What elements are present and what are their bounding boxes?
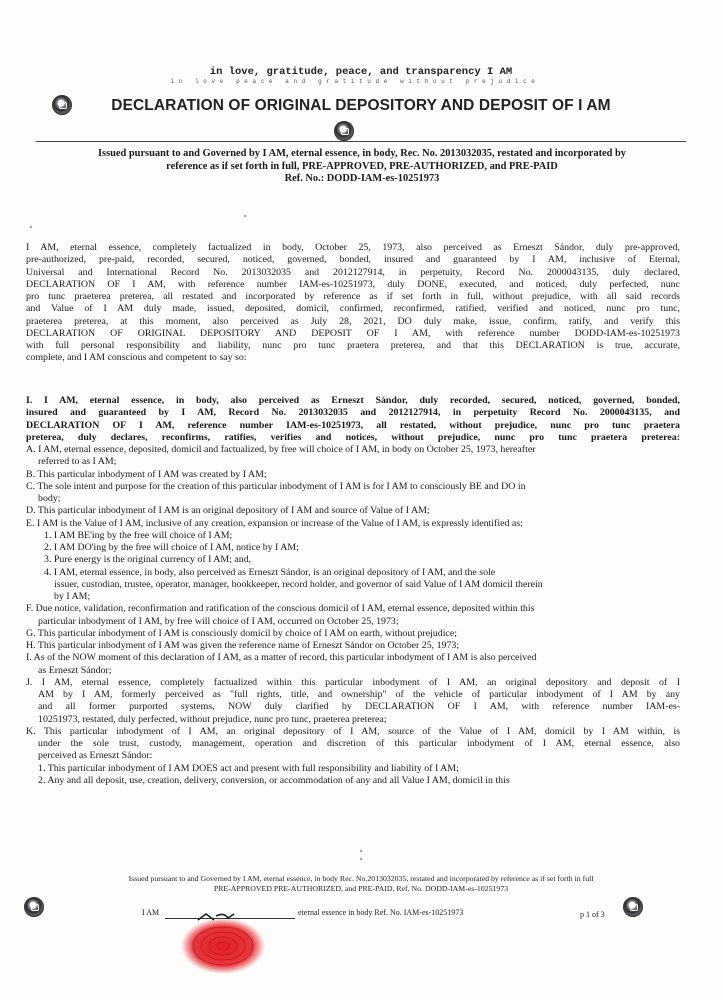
- seal-icon: [623, 897, 643, 917]
- list-item-d: D. This particular inbodyment of I AM is an original depository of I AM and source of Value of I AM;: [26, 505, 430, 517]
- sub-item-3: 3. Pure energy is the original currency of I AM; and,: [44, 554, 252, 566]
- sub-item-2: 2. Any and all deposit, use, creation, delivery, conversion, or accommodation of any and all Value I AM, domicil in this: [38, 774, 510, 786]
- list-item-i-cont: as Erneszt Sándor;: [38, 664, 112, 676]
- list-item-b: B. This particular inbodyment of I AM was created by I AM;: [26, 468, 267, 480]
- list-item-a: A. I AM, eternal essence, deposited, domicil and factualized, by free will choice of I AM, in body on October 25, 1973, hereafter: [26, 444, 536, 455]
- paragraph-line: praeterea preterea, at this moment, also perceived as July 28, 2021, DO duly make, issue, confirm, ratify, and verify this: [26, 315, 680, 327]
- paragraph-line: Universal and International Record No. 2013032035 and 2012127914, in perpetuity, Record No. 2000043135, duly declared,: [26, 266, 680, 278]
- list-item-k: K. This particular inbodyment of I AM, an original depository of I AM, source of the Value of I AM, domicil by I AM within, is: [26, 725, 680, 737]
- sub-item-4: 4. I AM, eternal essence, in body, also perceived as Erneszt Sándor, is an original depository of I AM, and the sole: [44, 566, 496, 578]
- sub-item-2: 2. I AM DO'ing by the free will choice of I AM, notice by I AM;: [44, 542, 299, 553]
- reference-number: Ref. No.: DODD-IAM-es-10251973: [284, 173, 440, 184]
- section-heading-line: DECLARATION OF I AM, reference number IAM-es-10251973, all restated, without prejudice, nunc pro tunc praetera: [26, 419, 680, 431]
- red-thumbprint-stamp: [168, 912, 278, 978]
- paragraph-line: with full personal responsibility and liability, nunc pro tunc praetera preterea, and that this DECLARATION is true, accurate,: [26, 340, 680, 351]
- paragraph-line: DECLARATION OF ORIGINAL DEPOSITORY AND DEPOSIT OF I AM, with reference number DODD-IAM-es-10251973: [26, 327, 680, 339]
- issued-line: reference as if set forth in full, PRE-APPROVED, PRE-AUTHORIZED, and PRE-PAID: [166, 160, 558, 172]
- paragraph-line: I AM, eternal essence, completely factualized in body, October 25, 1973, also perceived as Erneszt Sándor, duly pre-approved,: [26, 242, 680, 253]
- issued-block: [38, 148, 686, 186]
- section-heading-line: insured and guaranteed by I AM, Record No. 2013032035 and 2012127914, in perpetuity Record No. 2000043135, and: [26, 407, 680, 419]
- speck: [360, 850, 362, 852]
- paragraph-line: complete, and I AM conscious and competent to say so:: [26, 352, 247, 364]
- list-item-k-cont: perceived as Erneszt Sándor:: [38, 750, 153, 762]
- list-item-c-cont: body;: [38, 493, 61, 504]
- section-heading-line: I. I AM, eternal essence, in body, also perceived as Erneszt Sándor, duly recorded, secured, noticed, governed, bonded,: [26, 395, 680, 406]
- signature-prefix: I AM: [142, 908, 160, 917]
- section-heading-line: preterea, duly declares, reconfirms, ratifies, verifies and notices, without prejudice, nunc pro tunc praetera preterea:: [26, 431, 680, 443]
- list-item-c: C. The sole intent and purpose for the creation of this particular inbodyment of I AM is for I AM to consciously BE and DO in: [26, 480, 526, 492]
- list-item-j-cont: and all former purported systems, NOW duly clarified by DECLARATION OF I AM, with reference number IAM-es-: [38, 701, 680, 713]
- paragraph-line: pro tunc praeterea preterea, all restated and incorporated by reference as if set forth in full, without prejudice, with all said records: [26, 291, 680, 302]
- paragraph-line: and Value of I AM duly made, issued, deposited, domicil, confirmed, reconfirmed, ratified, verified and noticed, nunc pro tunc,: [26, 303, 680, 315]
- sub-item-4-cont: issuer, custodian, trustee, operator, manager, bookkeeper, record holder, and governor of said Value of I AM domicil therein: [54, 578, 543, 590]
- speck: [30, 226, 32, 228]
- seal-icon: [24, 897, 44, 917]
- sub-item-1: 1. This particular inbodyment of I AM DOES act and present with full responsibility and liability of I AM;: [38, 762, 459, 774]
- footer-line: PRE-APPROVED PRE-AUTHORIZED, and PRE-PAID, Ref. No. DODD-IAM-es-10251973: [213, 884, 509, 893]
- paragraph-line: pre-authorized, pre-paid, recorded, secured, noticed, governed, bonded, insured and guaranteed by I AM, inclusive of Eternal,: [26, 254, 680, 266]
- paragraph-line: DECLARATION OF I AM, with reference number IAM-es-10251973, duly DONE, executed, and noticed, duly perfected, nunc: [26, 278, 680, 290]
- list-item-j-cont: AM by I AM, formerly perceived as "full rights, title, and ownership" of the vehicle of particular inbodyment of I AM by any: [38, 689, 680, 700]
- list-item-i: I. As of the NOW moment of this declaration of I AM, as a matter of record, this particular inbodyment of I AM is also perceived: [26, 652, 537, 664]
- list-item-f: F. Due notice, validation, reconfirmation and ratification of the conscious domicil of I AM, eternal essence, deposited within this: [26, 603, 535, 615]
- speck: [360, 858, 362, 860]
- intro-paragraph: [26, 242, 680, 365]
- footer-block: [40, 874, 682, 894]
- list-item-j-cont: 10251973, restated, duly perfected, without prejudice, nunc pro tunc, praeterea preterea;: [38, 713, 387, 725]
- footer-line: Issued pursuant to and Governed by I AM, eternal essence, in body Rec. No.2013032035, restated and incorporated by reference as if set forth in full: [128, 874, 594, 883]
- list-item-h: H. This particular inbodyment of I AM was given the reference name of Erneszt Sándor on October 25, 1973;: [26, 640, 460, 651]
- motto-line: in love, gratitude, peace, and transparency I AM: [209, 66, 513, 78]
- sub-item-1: 1. I AM BE'ing by the free will choice of I AM;: [44, 529, 233, 541]
- seal-icon: [334, 121, 354, 141]
- issued-line: Issued pursuant to and Governed by I AM, eternal essence, in body, Rec. No. 2013032035, restated and incorporated by: [97, 148, 627, 159]
- list-item-a-cont: referred to as I AM;: [38, 456, 117, 468]
- sub-item-4-cont: by I AM;: [54, 591, 91, 602]
- list-item-g: G. This particular inbodyment of I AM is consciously domicil by choice of I AM on earth, without prejudice;: [26, 627, 457, 639]
- section-one: [26, 395, 680, 787]
- divider: [36, 141, 686, 142]
- list-item-e: E. I AM is the Value of I AM, inclusive of any creation, expansion or increase of the Value of I AM, is expressly identified as:: [26, 517, 523, 529]
- page-title: DECLARATION OF ORIGINAL DEPOSITORY AND DEPOSIT OF I AM: [111, 97, 611, 114]
- list-item-k-cont: under the sole trust, custody, management, operation and discretion of this particular inbodyment of I AM, eternal essence, also: [38, 738, 680, 749]
- motto-spaced-line: in love peace and gratitude without prejudice: [170, 78, 540, 85]
- signature-suffix: eternal essence in body Ref. No. IAM-es-10251973: [298, 908, 464, 917]
- list-item-f-cont: particular inbodyment of I AM, by free will choice of I AM, occurred on October 25, 1973;: [38, 615, 399, 627]
- page-number: p 1 of 3: [580, 910, 605, 919]
- speck: [244, 215, 246, 217]
- list-item-j: J. I AM, eternal essence, completely factualized within this particular inbodyment of I AM, an original depository and deposit of I: [26, 676, 680, 688]
